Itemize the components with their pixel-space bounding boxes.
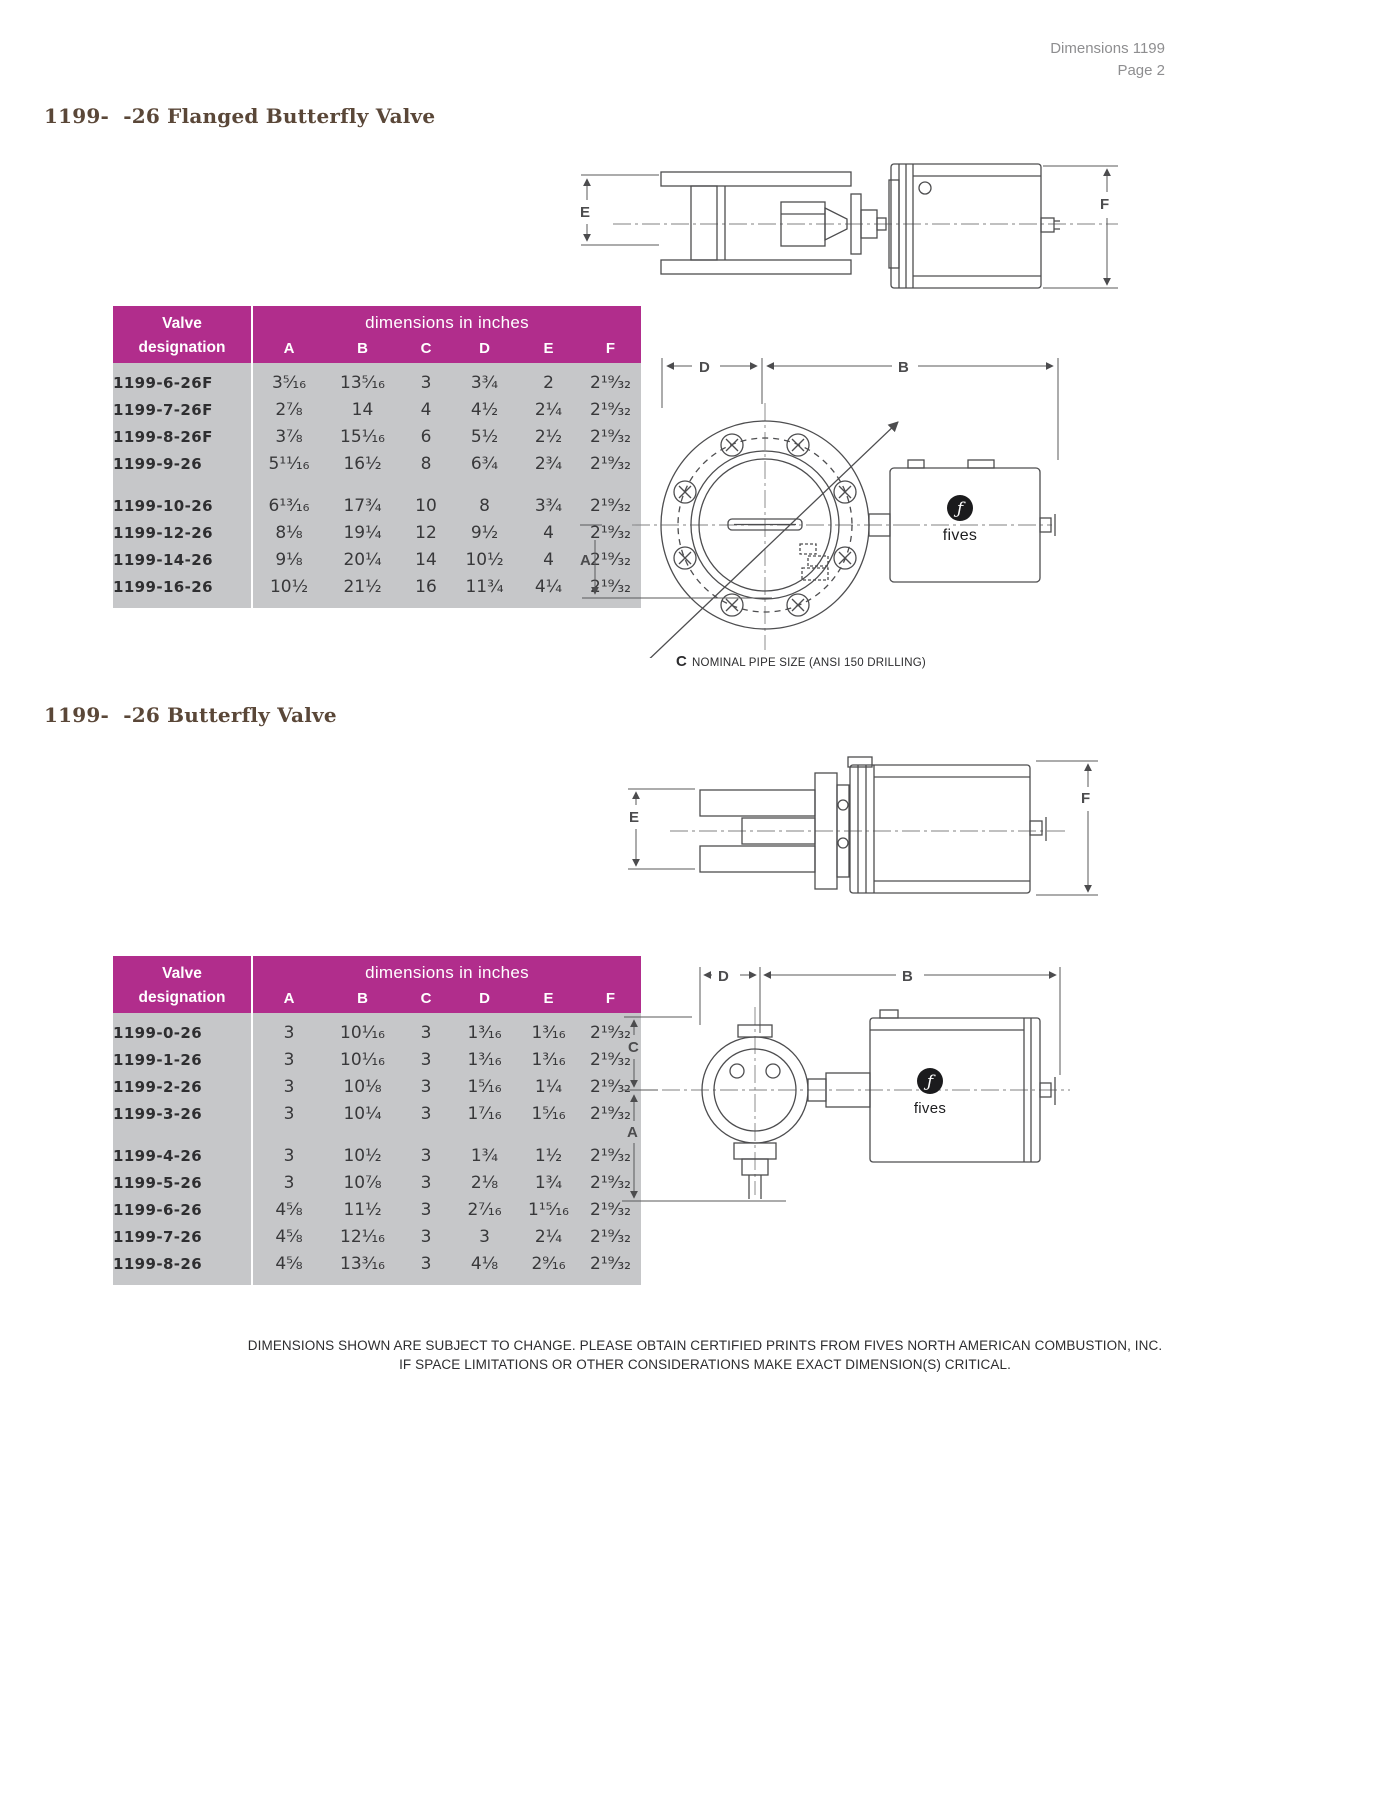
dimension-value: 1⁵⁄₁₆ <box>517 1101 580 1128</box>
dim-label-b: B <box>898 359 909 376</box>
dimension-value: 3 <box>400 1250 452 1285</box>
valve-designation: 1199-7-26F <box>113 397 252 424</box>
dimension-value: 4 <box>517 546 580 573</box>
dimension-value: 4⅝ <box>252 1250 325 1285</box>
valve-designation: 1199-4-26 <box>113 1128 252 1170</box>
dimension-value: 1⁷⁄₁₆ <box>452 1101 517 1128</box>
dimension-value: 1³⁄₁₆ <box>517 1013 580 1047</box>
dimension-value: 4 <box>400 397 452 424</box>
table-row <box>113 478 641 520</box>
dimension-value: 3 <box>400 363 452 397</box>
dim-label-e: E <box>580 204 591 221</box>
footer-line-2: IF SPACE LIMITATIONS OR OTHER CONSIDERATIONS MAKE EXACT DIMENSION(S) CRITICAL. <box>399 1357 1011 1372</box>
dimension-value: 6¾ <box>452 451 517 478</box>
dimension-value: 2¹⁹⁄₃₂ <box>580 1169 641 1196</box>
dimension-value: 4½ <box>452 397 517 424</box>
dimension-value: 3 <box>400 1196 452 1223</box>
dim-label-e: E <box>629 809 640 826</box>
dimension-value: 3 <box>252 1169 325 1196</box>
dimension-value: 1½ <box>517 1128 580 1170</box>
dimension-value: 2¹⁹⁄₃₂ <box>580 1128 641 1170</box>
column-header-a: A <box>252 333 325 363</box>
table-header-valve: Valve <box>113 956 252 983</box>
dimension-value: 3 <box>252 1101 325 1128</box>
dimension-value: 4⅝ <box>252 1223 325 1250</box>
dimension-value: 3 <box>400 1013 452 1047</box>
dimension-value: 4⅛ <box>452 1250 517 1285</box>
butterfly-valve-side-view-drawing <box>600 745 1100 950</box>
dimension-value: 2¹⁹⁄₃₂ <box>580 519 641 546</box>
dimension-value: 5½ <box>452 424 517 451</box>
flanged-valve-side-view-drawing <box>573 148 1138 308</box>
dimension-value: 2¹⁹⁄₃₂ <box>580 397 641 424</box>
table-row <box>113 1196 641 1223</box>
dimension-value: 13⁵⁄₁₆ <box>325 363 400 397</box>
valve-designation: 1199-8-26 <box>113 1250 252 1285</box>
table-row <box>113 363 641 397</box>
dimension-value: 2¹⁹⁄₃₂ <box>580 1223 641 1250</box>
dimension-value: 3 <box>452 1223 517 1250</box>
dimension-value: 10½ <box>252 573 325 608</box>
column-header-d: D <box>452 983 517 1013</box>
dimension-value: 11¾ <box>452 573 517 608</box>
column-header-c: C <box>400 983 452 1013</box>
valve-designation: 1199-7-26 <box>113 1223 252 1250</box>
dimension-value: 3⁵⁄₁₆ <box>252 363 325 397</box>
dim-label-a: A <box>627 1124 638 1141</box>
column-header-a: A <box>252 983 325 1013</box>
valve-designation: 1199-10-26 <box>113 478 252 520</box>
dim-label-b: B <box>902 968 913 985</box>
dimension-value: 2⁷⁄₁₆ <box>452 1196 517 1223</box>
valve-designation: 1199-6-26F <box>113 363 252 397</box>
table-row <box>113 1074 641 1101</box>
dimension-value: 10¹⁄₁₆ <box>325 1047 400 1074</box>
dimension-value: 3 <box>400 1169 452 1196</box>
dimension-value: 2¹⁹⁄₃₂ <box>580 451 641 478</box>
dim-label-f: F <box>1100 196 1110 213</box>
column-header-f: F <box>580 333 641 363</box>
dimension-value: 4¼ <box>517 573 580 608</box>
dimension-value: 10½ <box>452 546 517 573</box>
dimension-value: 3¾ <box>452 363 517 397</box>
dimension-value: 3¾ <box>517 478 580 520</box>
doc-ref: Dimensions 1199 <box>1050 40 1165 57</box>
dimension-value: 1¹⁵⁄₁₆ <box>517 1196 580 1223</box>
dim-label-f: F <box>1081 790 1091 807</box>
table-row <box>113 451 641 478</box>
dimension-value: 4⅝ <box>252 1196 325 1223</box>
dim-label-d: D <box>699 359 710 376</box>
flange-drilling-note <box>676 653 926 670</box>
column-header-b: B <box>325 333 400 363</box>
dimension-value: 1¼ <box>517 1074 580 1101</box>
dimension-value: 1³⁄₁₆ <box>517 1047 580 1074</box>
dimension-value: 1³⁄₁₆ <box>452 1047 517 1074</box>
valve-designation: 1199-0-26 <box>113 1013 252 1047</box>
dim-label-c: C <box>628 1039 639 1056</box>
page-number: Page 2 <box>1117 62 1165 79</box>
table-row <box>113 424 641 451</box>
fives-logo-mark: ƒ <box>956 499 964 519</box>
dimension-value: 6 <box>400 424 452 451</box>
dimension-value: 10½ <box>325 1128 400 1170</box>
dimension-value: 6¹³⁄₁₆ <box>252 478 325 520</box>
fives-logo <box>914 1068 946 1117</box>
fives-logo-mark: ƒ <box>926 1072 934 1092</box>
dimension-value: 2¹⁹⁄₃₂ <box>580 1074 641 1101</box>
dim-label-c: C <box>676 653 688 670</box>
dimension-value: 9½ <box>452 519 517 546</box>
dimension-value: 1¾ <box>452 1128 517 1170</box>
dim-label-a: A <box>580 552 591 569</box>
section1-title: 1199- -26 Flanged Butterfly Valve <box>44 104 436 128</box>
fives-logo-text: fives <box>913 1100 947 1117</box>
dimension-value: 11½ <box>325 1196 400 1223</box>
dimension-value: 19¼ <box>325 519 400 546</box>
footer-line-1: DIMENSIONS SHOWN ARE SUBJECT TO CHANGE. PLEASE OBTAIN CERTIFIED PRINTS FROM FIVES NORTH AMERICAN COMBUSTION, INC. <box>247 1338 1163 1353</box>
dimension-value: 2¹⁹⁄₃₂ <box>580 1013 641 1047</box>
dim-label-d: D <box>718 968 729 985</box>
note-text: NOMINAL PIPE SIZE (ANSI 150 DRILLING) <box>692 657 926 669</box>
valve-designation: 1199-5-26 <box>113 1169 252 1196</box>
table-row <box>113 1047 641 1074</box>
valve-designation: 1199-3-26 <box>113 1101 252 1128</box>
dimension-value: 2¼ <box>517 397 580 424</box>
dimension-value: 12 <box>400 519 452 546</box>
valve-designation: 1199-9-26 <box>113 451 252 478</box>
table-row <box>113 1250 641 1285</box>
table-row <box>113 397 641 424</box>
dimension-value: 2⁹⁄₁₆ <box>517 1250 580 1285</box>
dimension-value: 2 <box>517 363 580 397</box>
dimension-value: 3 <box>400 1128 452 1170</box>
column-header-b: B <box>325 983 400 1013</box>
flanged-valve-front-view-drawing <box>572 348 1067 658</box>
dimension-value: 10¹⁄₁₆ <box>325 1013 400 1047</box>
dimension-value: 8 <box>400 451 452 478</box>
dimension-value: 9⅛ <box>252 546 325 573</box>
dimension-value: 8 <box>452 478 517 520</box>
dimension-value: 2¹⁹⁄₃₂ <box>580 1250 641 1285</box>
dimension-value: 2¹⁹⁄₃₂ <box>580 478 641 520</box>
dimension-value: 10⅛ <box>325 1074 400 1101</box>
butterfly-valve-front-view-drawing <box>600 955 1100 1315</box>
dimension-value: 2¼ <box>517 1223 580 1250</box>
column-header-e: E <box>517 983 580 1013</box>
table-row <box>113 573 641 608</box>
dimension-value: 1¾ <box>517 1169 580 1196</box>
dimension-value: 3 <box>400 1074 452 1101</box>
dimension-value: 20¼ <box>325 546 400 573</box>
dimension-value: 3⅞ <box>252 424 325 451</box>
table-row <box>113 1101 641 1128</box>
dimension-value: 17¾ <box>325 478 400 520</box>
dimension-value: 16 <box>400 573 452 608</box>
dimension-value: 2¹⁹⁄₃₂ <box>580 573 641 608</box>
dimension-value: 3 <box>400 1101 452 1128</box>
dimension-value: 2¹⁹⁄₃₂ <box>580 1047 641 1074</box>
valve-designation: 1199-1-26 <box>113 1047 252 1074</box>
dimension-value: 8⅛ <box>252 519 325 546</box>
fives-logo-text: fives <box>942 527 978 544</box>
valve-designation: 1199-8-26F <box>113 424 252 451</box>
table-header-designation: designation <box>113 333 252 363</box>
dimension-value: 12¹⁄₁₆ <box>325 1223 400 1250</box>
dimension-value: 3 <box>400 1223 452 1250</box>
table-row <box>113 1013 641 1047</box>
footer-disclaimer <box>180 1336 1230 1374</box>
section2-title: 1199- -26 Butterfly Valve <box>44 703 337 727</box>
page-header <box>1050 38 1165 82</box>
column-header-d: D <box>452 333 517 363</box>
table-row <box>113 1128 641 1170</box>
table-header-valve: Valve <box>113 306 252 333</box>
valve-designation: 1199-2-26 <box>113 1074 252 1101</box>
table-row <box>113 1223 641 1250</box>
dimension-value: 2¹⁹⁄₃₂ <box>580 424 641 451</box>
column-header-e: E <box>517 333 580 363</box>
dimension-value: 16½ <box>325 451 400 478</box>
table-header-designation: designation <box>113 983 252 1013</box>
table-header-dimensions: dimensions in inches <box>252 306 641 333</box>
valve-designation: 1199-14-26 <box>113 546 252 573</box>
dimension-value: 3 <box>252 1013 325 1047</box>
fives-logo <box>943 495 977 544</box>
column-header-c: C <box>400 333 452 363</box>
dimension-value: 13³⁄₁₆ <box>325 1250 400 1285</box>
butterfly-valve-dimensions-table <box>113 956 641 1285</box>
dimension-value: 5¹¹⁄₁₆ <box>252 451 325 478</box>
dimension-value: 3 <box>252 1074 325 1101</box>
valve-designation: 1199-16-26 <box>113 573 252 608</box>
dimension-value: 14 <box>400 546 452 573</box>
dimension-value: 2⅛ <box>452 1169 517 1196</box>
table-row <box>113 546 641 573</box>
flanged-valve-dimensions-table <box>113 306 641 608</box>
dimension-value: 2½ <box>517 424 580 451</box>
dimension-value: 2¹⁹⁄₃₂ <box>580 1196 641 1223</box>
table-row <box>113 1169 641 1196</box>
dimension-value: 2¹⁹⁄₃₂ <box>580 363 641 397</box>
table-header-dimensions: dimensions in inches <box>252 956 641 983</box>
valve-designation: 1199-12-26 <box>113 519 252 546</box>
dimension-value: 1³⁄₁₆ <box>452 1013 517 1047</box>
dimension-value: 15¹⁄₁₆ <box>325 424 400 451</box>
dimension-value: 21½ <box>325 573 400 608</box>
dimension-value: 4 <box>517 519 580 546</box>
dimension-value: 10 <box>400 478 452 520</box>
dimension-value: 14 <box>325 397 400 424</box>
column-header-f: F <box>580 983 641 1013</box>
dimension-value: 1⁵⁄₁₆ <box>452 1074 517 1101</box>
dimension-value: 3 <box>252 1047 325 1074</box>
dimension-value: 3 <box>400 1047 452 1074</box>
dimension-value: 3 <box>252 1128 325 1170</box>
valve-designation: 1199-6-26 <box>113 1196 252 1223</box>
dimension-value: 2⅞ <box>252 397 325 424</box>
dimension-value: 2¹⁹⁄₃₂ <box>580 1101 641 1128</box>
table-row <box>113 519 641 546</box>
dimension-value: 10¼ <box>325 1101 400 1128</box>
dimension-value: 2¹⁹⁄₃₂ <box>580 546 641 573</box>
dimension-value: 10⅞ <box>325 1169 400 1196</box>
dimension-value: 2¾ <box>517 451 580 478</box>
